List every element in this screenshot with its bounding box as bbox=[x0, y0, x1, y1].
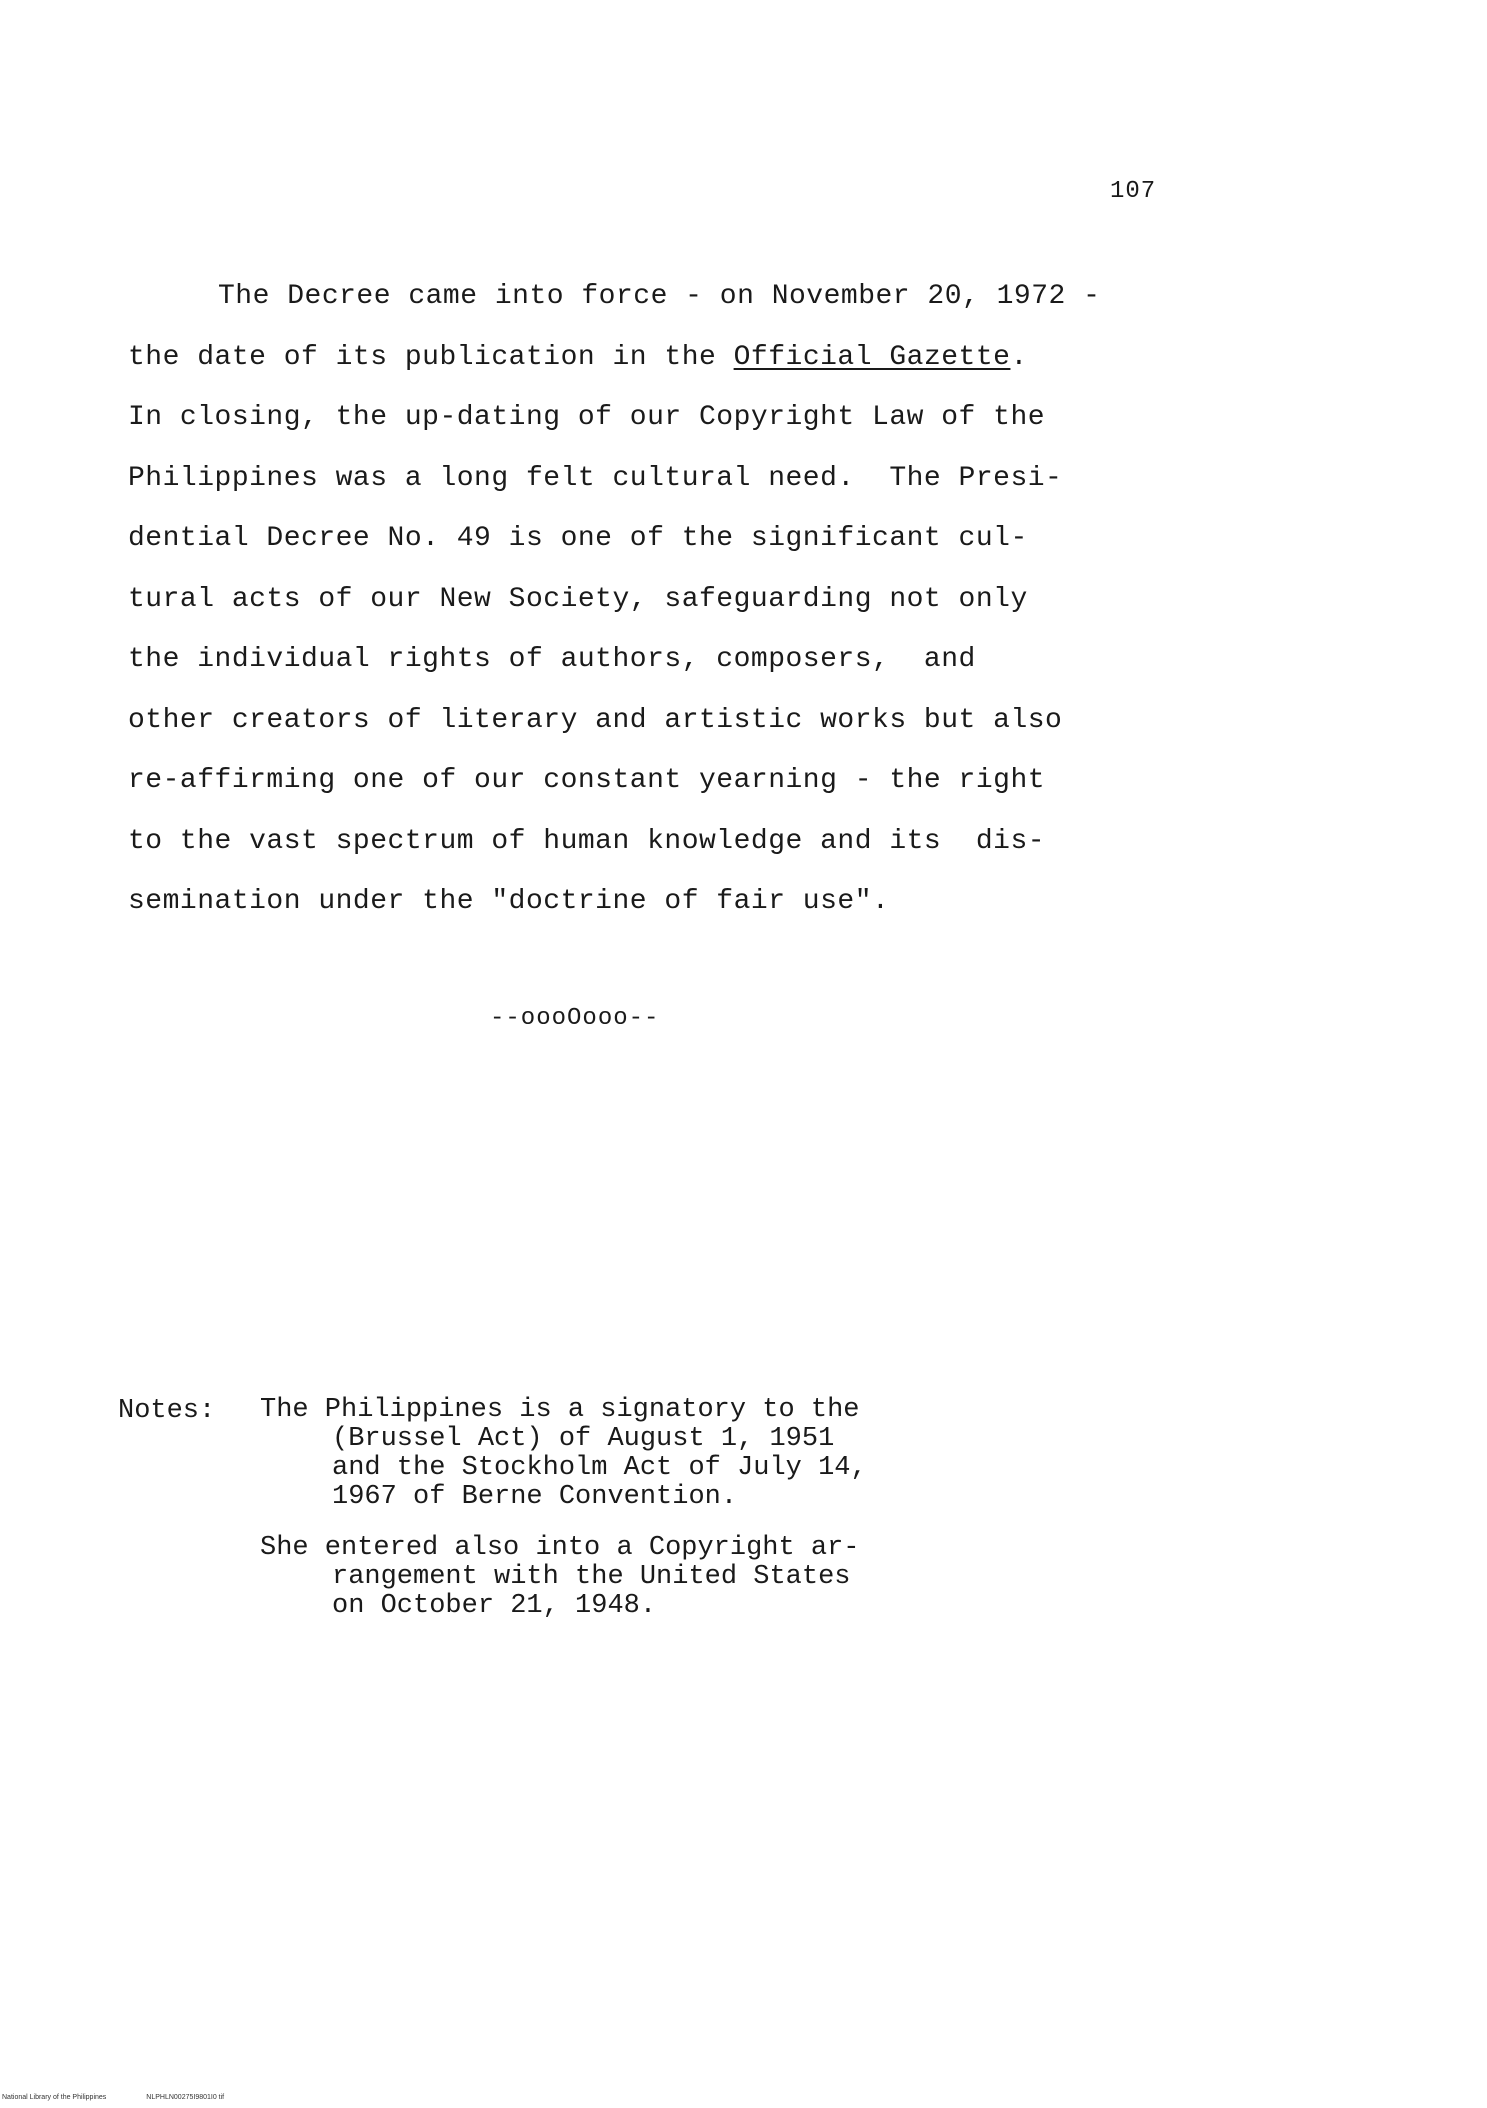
notes-label: Notes: bbox=[118, 1396, 216, 1426]
note-paragraph-1 bbox=[260, 1396, 1020, 1512]
footer-library: National Library of the Philippines bbox=[2, 2094, 107, 2101]
body-line-9: re-affirming one of our constant yearning - the right bbox=[128, 765, 1046, 796]
notes-body bbox=[260, 1396, 1020, 1643]
body-line-2-period: . bbox=[1010, 341, 1028, 373]
section-separator: --oooOooo-- bbox=[490, 1005, 660, 1032]
note-1-line-3: and the Stockholm Act of July 14, bbox=[332, 1453, 867, 1483]
footer-code: NLPHLN00275I9801I0 tif bbox=[146, 2094, 225, 2101]
page-number: 107 bbox=[1110, 178, 1157, 205]
note-2-line-1: She entered also into a Copyright ar- bbox=[260, 1533, 860, 1563]
body-line-4: Philippines was a long felt cultural need. The Presi- bbox=[128, 462, 1063, 494]
body-line-2-text: the date of its publication in the bbox=[128, 341, 734, 373]
body-line-3: In closing, the up-dating of our Copyright Law of the bbox=[128, 402, 1046, 433]
body-line-10: to the vast spectrum of human knowledge and its dis- bbox=[128, 825, 1046, 857]
official-gazette-title: Official Gazette bbox=[733, 341, 1011, 373]
body-line-11: semination under the "doctrine of fair use". bbox=[128, 886, 890, 917]
note-paragraph-2 bbox=[260, 1534, 1020, 1621]
scan-footer bbox=[2, 2094, 264, 2101]
note-1-line-4: 1967 of Berne Convention. bbox=[332, 1482, 738, 1512]
body-line-1: The Decree came into force - on November 20, 1972 - bbox=[218, 281, 1101, 312]
note-2-line-3: on October 21, 1948. bbox=[332, 1591, 657, 1621]
body-line-8: other creators of literary and artistic works but also bbox=[128, 704, 1063, 736]
body-line-5: dential Decree No. 49 is one of the significant cul- bbox=[128, 523, 1028, 554]
body-text bbox=[128, 272, 1158, 938]
body-line-7: the individual rights of authors, composers, and bbox=[128, 644, 976, 675]
note-1-line-2: (Brussel Act) of August 1, 1951 bbox=[332, 1424, 835, 1454]
note-1-line-1: The Philippines is a signatory to the bbox=[260, 1395, 860, 1425]
note-2-line-2: rangement with the United States bbox=[332, 1562, 851, 1592]
body-line-6: tural acts of our New Society, safeguarding not only bbox=[128, 583, 1028, 615]
body-line-2 bbox=[128, 333, 1158, 394]
